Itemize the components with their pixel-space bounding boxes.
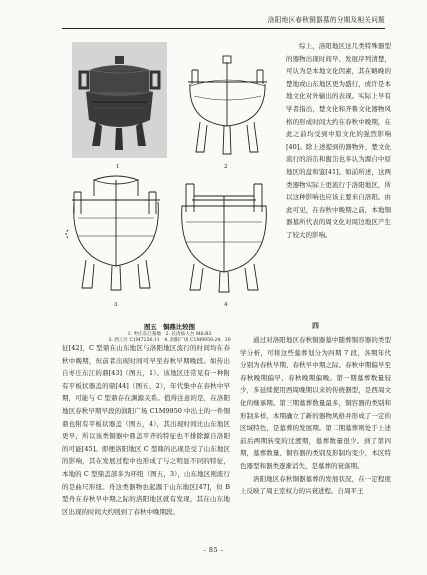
figure-caption-title: 图五 铜鼎比较图 <box>143 323 196 331</box>
figure-number-1: 1 <box>116 164 120 170</box>
figure-5 <box>62 36 277 341</box>
figure-number-4: 4 <box>224 302 228 308</box>
figure-note-line-1: 1. 枣庄东江墓地 2. 长清仙人台 M6:B3 <box>127 332 212 337</box>
bronze-ding-photo-1 <box>72 42 167 158</box>
section-four-paragraph-2: 洛阳地区春秋铜器墓葬的发展状况，在一定程度上反映了周王室权力的兴衰进程。自周平王 <box>240 474 391 496</box>
figure-number-2: 2 <box>224 164 228 170</box>
right-column-text <box>286 40 391 242</box>
running-header <box>62 14 385 29</box>
ding-line-drawing-2 <box>180 48 275 158</box>
ding-line-drawing-4 <box>172 176 276 294</box>
section-four-text <box>240 334 391 498</box>
section-heading: 四 <box>312 322 319 330</box>
page-number: - 85 - <box>203 546 224 554</box>
left-column-paragraph: 征[42]，C 型鼎在山东地区与洛阳地区流行的时间均在春秋中晚期，但前者出现时间可早至春秋早期晚段。如传出自枣庄东江的鼎[43]（图五，1）。该地区还常见有一种附有平板状器盖的鼎[44]（图五，2），年代集中在春秋中早期，可能与 C 型鼎存在渊源关系。值得注意的是，在洛阳地区春秋早期早段的润阳广场 C1M9950 中出土的一件铜鼎也附有平板状器盖（图五，4），其出现时间比山东地区更早，所以该类铜器中鼎盖平齐的特征也不排除源自洛阳的可能[45]。即便洛阳地区 C 型鼎的出现是受了山东地区的影响，其在发展过程中也形成了与之明显不同的特征，本地的 C 型鼎盖部多为环纽（图五，3），山东地区则流行的是曲尺形纽。舟这类器物也起源于山东地区[47]，但 B 型舟在春秋早中期之际的洛阳地区就有发现，其在山东地区出现的时间大约则到了春秋中晚期段。 <box>62 344 230 516</box>
left-column-text <box>62 342 230 518</box>
figure-number-3: 3 <box>114 302 118 308</box>
right-column-paragraph: 综上，洛阳地区这几类特殊器型的器物出现时间早、发展序列清楚，可认为是本地文化因素，其在略晚的楚地或山东地区更为盛行，或许是本地文化对外输出的表现。实际上早有学者指出，楚文化和齐鲁文化器物风格的形成时间大约在春秋中晚期，在此之前均受到中原文化的强烈影响[40]。除上述提到的器物外，楚文化流行的浴缶和盥缶也多认为源自中原地区的盘和鉴[41]。如前所述，这两类器物实际上更流行于洛阳地区，所以这种影响也应该主要来自洛阳。由此可见，在春秋中晚期之前，本地铜器墓所代表的周文化对周边地区产生了较大的影响。 <box>286 42 391 239</box>
running-title: 洛阳地区春秋铜器墓的分期及相关问题 <box>267 16 385 24</box>
figure-note-line-2: 3. 西工区 C1M7256:11 4. 润阳广场 C1M9950:24、30 <box>108 338 231 343</box>
section-four-paragraph-1: 通过对洛阳地区春秋铜器墓中随葬铜容器的类型学分析，可将这些墓葬划分为四期 7 段，各期年代分别为春秋早期、春秋早中期之际、春秋中期偏早至春秋晚期偏早、春秋晚期偏晚。第一期墓葬数量较少，多延续使用西周晚期以来的传统器型，是西周文化的继承期。第三期墓葬数量最多，铜容器的类别和形制多样，本期确立了新的器物风格并形成了一定的区域特色，是墓葬的发展期。第二期墓葬则处于上述前后两期转变的过渡期，墓葬数量很少。到了第四期，墓葬数量、铜容器的类别及形制均变少，本区特色器型和器类逐渐消失，是墓葬的衰落期。 <box>240 336 391 470</box>
ding-line-drawing-3 <box>64 174 166 292</box>
